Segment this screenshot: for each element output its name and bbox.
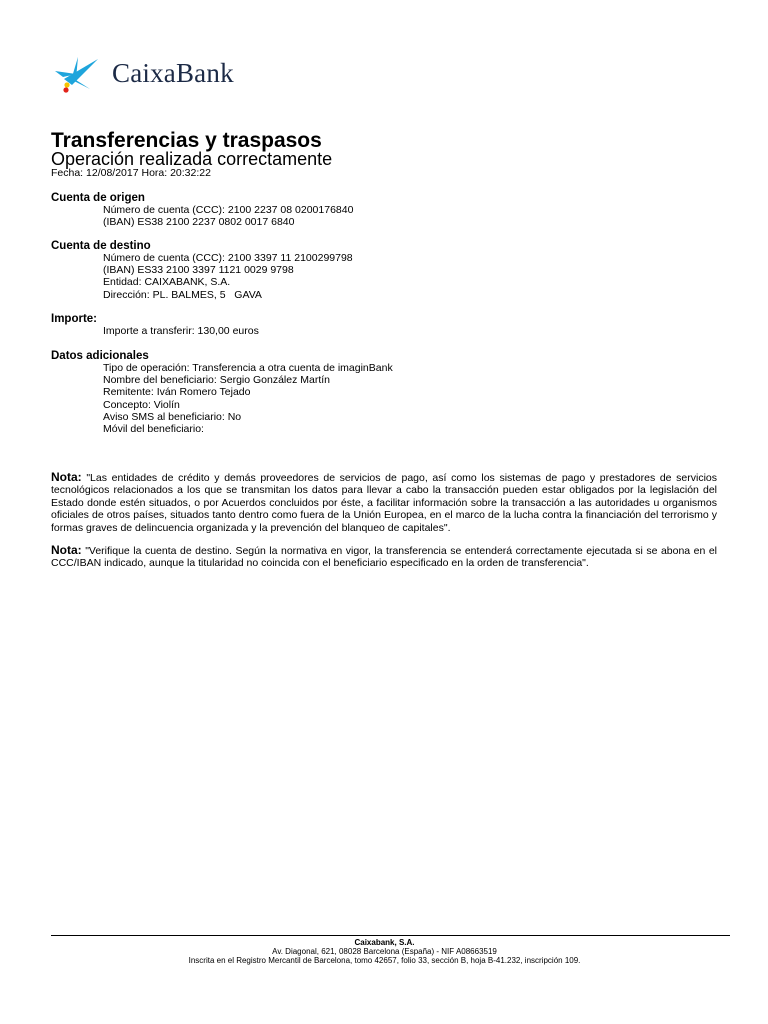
section-body-destino xyxy=(103,252,353,301)
destino-ccc: Número de cuenta (CCC): 2100 3397 11 2100299798 xyxy=(103,252,353,264)
nota-label: Nota: xyxy=(51,543,82,557)
section-body-datos xyxy=(103,362,393,435)
datos-tipo-operacion: Tipo de operación: Transferencia a otra cuenta de imaginBank xyxy=(103,362,393,374)
caixabank-wordmark: CaixaBank xyxy=(112,58,234,88)
legal-note-2 xyxy=(51,544,717,570)
nota-text: "Verifique la cuenta de destino. Según la normativa en vigor, la transferencia se entenderá correctamente ejecutada si se abona en el CCC/IBAN indicado, aunque la titularidad no coincida con el beneficiario especificado en la orden de transferencia". xyxy=(51,545,718,570)
footer-company: Caixabank, S.A. xyxy=(354,938,415,947)
nota-label: Nota: xyxy=(51,470,82,484)
datos-aviso-sms: Aviso SMS al beneficiario: No xyxy=(103,410,242,423)
page-title: Transferencias y traspasos xyxy=(51,129,322,152)
destino-direccion: Dirección: PL. BALMES, 5 GAVA xyxy=(103,288,262,301)
datos-remitente: Remitente: Iván Romero Tejado xyxy=(103,386,251,399)
destino-entidad: Entidad: CAIXABANK, S.A. xyxy=(103,276,231,289)
operation-status: Operación realizada correctamente xyxy=(51,149,333,169)
section-heading-destino: Cuenta de destino xyxy=(51,240,151,252)
origen-ccc: Número de cuenta (CCC): 2100 2237 08 0200176840 xyxy=(103,204,354,216)
operation-datetime: Fecha: 12/08/2017 Hora: 20:32:22 xyxy=(51,167,211,179)
destino-iban: (IBAN) ES33 2100 3397 1121 0029 9798 xyxy=(103,264,294,277)
footer xyxy=(51,939,718,965)
datos-concepto: Concepto: Violín xyxy=(103,398,180,411)
caixabank-logo xyxy=(54,55,254,95)
datos-movil: Móvil del beneficiario: xyxy=(103,422,204,435)
origen-iban: (IBAN) ES38 2100 2237 0802 0017 6840 xyxy=(103,216,295,229)
caixabank-star-icon xyxy=(54,55,102,95)
importe-transferir: Importe a transferir: 130,00 euros xyxy=(103,325,259,337)
nota-text: "Las entidades de crédito y demás proveedores de servicios de pago, así como los sistemas de pago y prestadores de servicios tecnológicos relacionados a los que se transmitan los datos para llevar a cabo la transacción pueden estar obligados por la legislación del Estado donde estén situados, o por Acuerdos concluidos por éste, a facilitar información sobre la transacción a las autoridades u organismos oficiales de otros países, situados tanto dentro como fuera de la Unión Europea, en el marco de la lucha contra la financiación del terrorismo y formas graves de delincuencia organizada y la prevención del blanqueo de capitales". xyxy=(51,472,717,534)
section-body-importe xyxy=(103,325,259,337)
section-heading-importe: Importe: xyxy=(51,313,97,325)
datos-beneficiario: Nombre del beneficiario: Sergio González Martín xyxy=(103,374,331,387)
footer-address: Av. Diagonal, 621, 08028 Barcelona (España) - NIF A08663519 xyxy=(272,946,497,956)
footer-registry: Inscrita en el Registro Mercantil de Barcelona, tomo 42657, folio 33, sección B, hoja B-41.232, inscripción 109. xyxy=(188,955,581,965)
section-heading-datos: Datos adicionales xyxy=(51,350,149,362)
legal-note-1 xyxy=(51,471,717,534)
footer-divider xyxy=(51,935,730,936)
section-body-origen xyxy=(103,204,353,228)
section-heading-origen: Cuenta de origen xyxy=(51,192,145,204)
